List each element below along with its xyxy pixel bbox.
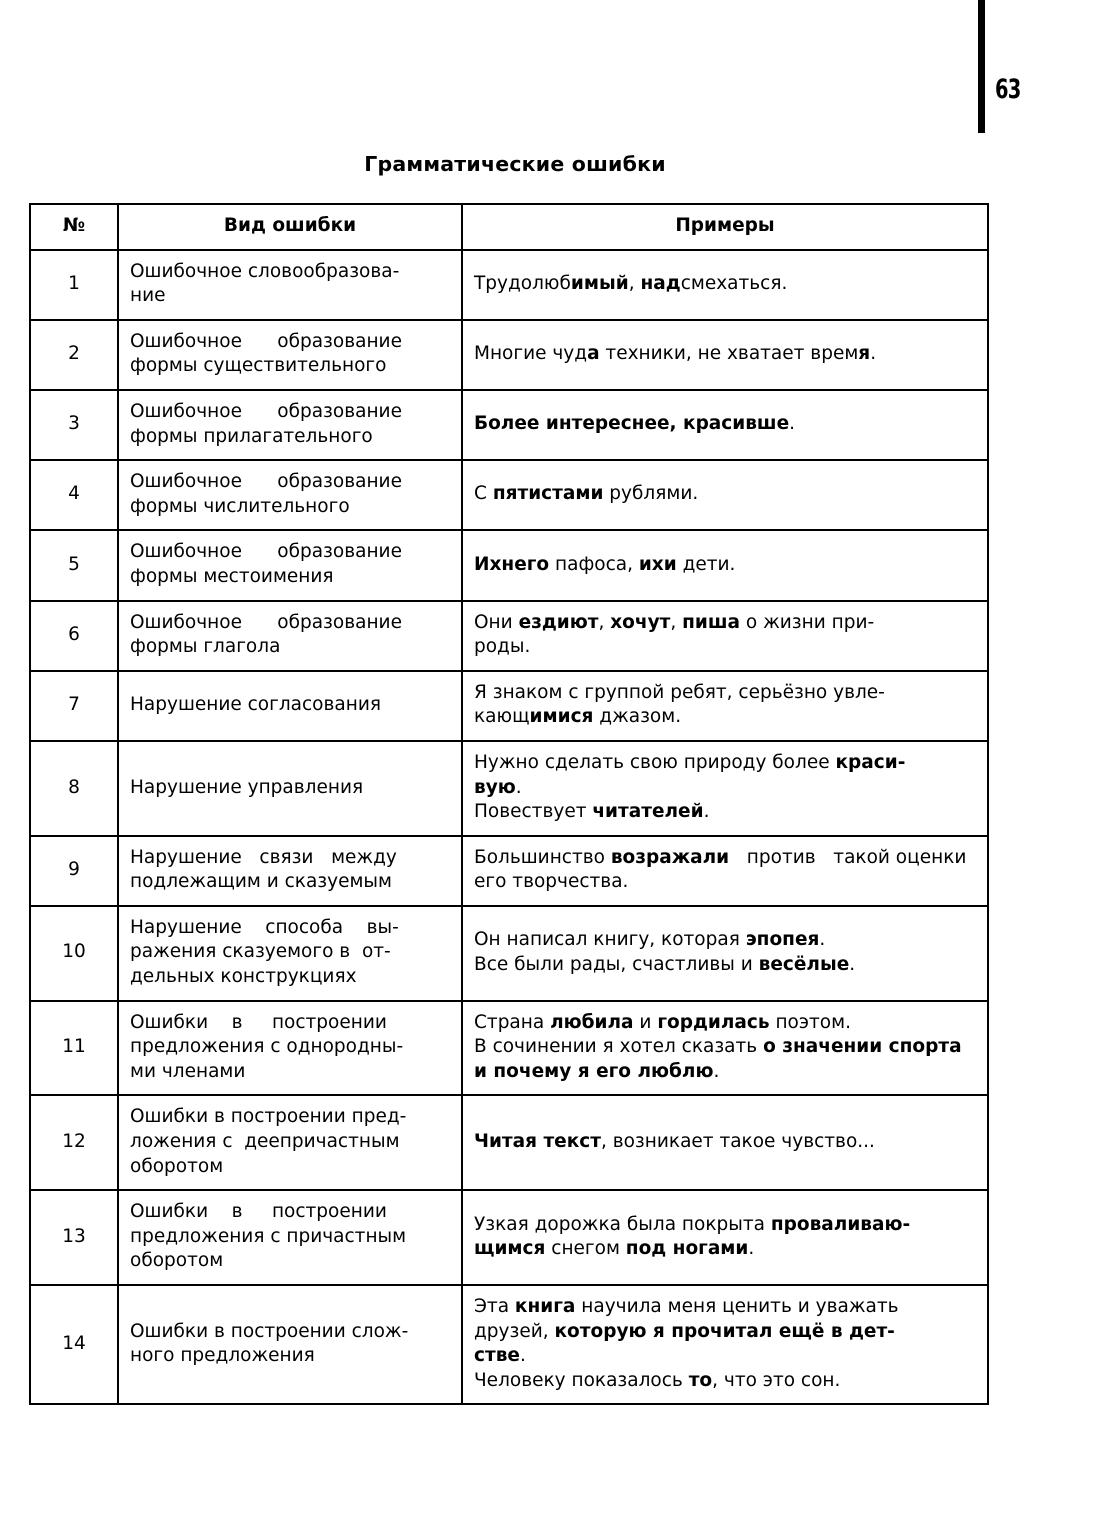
- error-kind-cell: Нарушение связи между подлежащим и сказуемым: [118, 836, 462, 906]
- row-number: 9: [30, 836, 118, 906]
- table-row: [30, 1190, 988, 1285]
- error-kind-cell: Ошибочное словообразова- ние: [118, 250, 462, 320]
- error-kind-cell: Ошибочное образование формы глагола: [118, 601, 462, 671]
- row-number: 13: [30, 1190, 118, 1285]
- row-number: 10: [30, 906, 118, 1001]
- table-body: [30, 250, 988, 1405]
- error-example-cell: С пятистами рублями.: [462, 460, 988, 530]
- error-kind-cell: Ошибки в построении пред- ложения с деепричастным оборотом: [118, 1095, 462, 1190]
- column-header-examples: Примеры: [462, 204, 988, 250]
- error-kind-cell: Ошибочное образование формы существительного: [118, 320, 462, 390]
- page-number: 63: [995, 74, 1021, 105]
- error-example-cell: Большинство возражали против такой оценки его творчества.: [462, 836, 988, 906]
- error-example-cell: Более интереснее, красивше.: [462, 390, 988, 460]
- table-row: [30, 320, 988, 390]
- table-row: [30, 1095, 988, 1190]
- table-row: [30, 601, 988, 671]
- table-row: [30, 530, 988, 600]
- row-number: 5: [30, 530, 118, 600]
- row-number: 2: [30, 320, 118, 390]
- error-kind-cell: Нарушение способа вы- ражения сказуемого в от- дельных конструкциях: [118, 906, 462, 1001]
- page-edge-marker: [978, 0, 985, 133]
- error-kind-cell: Ошибочное образование формы местоимения: [118, 530, 462, 600]
- error-example-cell: Читая текст, возникает такое чувство...: [462, 1095, 988, 1190]
- error-kind-cell: Ошибки в построении предложения с причастным оборотом: [118, 1190, 462, 1285]
- error-example-cell: Эта книга научила меня ценить и уважать друзей, которую я прочитал ещё в дет- стве. Человеку показалось то, что это сон.: [462, 1285, 988, 1404]
- error-example-cell: Многие чуда техники, не хватает время.: [462, 320, 988, 390]
- row-number: 6: [30, 601, 118, 671]
- table-header-row: [30, 204, 988, 250]
- error-kind-cell: Нарушение управления: [118, 741, 462, 836]
- table-row: [30, 671, 988, 741]
- error-example-cell: Трудолюбимый, надсмехаться.: [462, 250, 988, 320]
- table-row: [30, 1285, 988, 1404]
- table-row: [30, 460, 988, 530]
- table-row: [30, 250, 988, 320]
- row-number: 3: [30, 390, 118, 460]
- column-header-kind: Вид ошибки: [118, 204, 462, 250]
- table-row: [30, 1001, 988, 1096]
- page-title: Грамматические ошибки: [364, 152, 666, 176]
- error-example-cell: Они ездиют, хочут, пиша о жизни при- роды.: [462, 601, 988, 671]
- row-number: 8: [30, 741, 118, 836]
- error-kind-cell: Ошибочное образование формы числительного: [118, 460, 462, 530]
- table-row: [30, 836, 988, 906]
- table-row: [30, 906, 988, 1001]
- error-example-cell: Узкая дорожка была покрыта проваливаю- щимся снегом под ногами.: [462, 1190, 988, 1285]
- error-example-cell: Нужно сделать свою природу более краси- вую. Повествует читателей.: [462, 741, 988, 836]
- error-kind-cell: Ошибочное образование формы прилагательного: [118, 390, 462, 460]
- error-kind-cell: Нарушение согласования: [118, 671, 462, 741]
- row-number: 1: [30, 250, 118, 320]
- error-example-cell: Ихнего пафоса, ихи дети.: [462, 530, 988, 600]
- error-kind-cell: Ошибки в построении слож- ного предложения: [118, 1285, 462, 1404]
- row-number: 11: [30, 1001, 118, 1096]
- row-number: 7: [30, 671, 118, 741]
- column-header-number: №: [30, 204, 118, 250]
- error-example-cell: Я знаком с группой ребят, серьёзно увле- кающимися джазом.: [462, 671, 988, 741]
- row-number: 14: [30, 1285, 118, 1404]
- row-number: 4: [30, 460, 118, 530]
- error-example-cell: Он написал книгу, которая эпопея. Все были рады, счастливы и весёлые.: [462, 906, 988, 1001]
- table-row: [30, 741, 988, 836]
- error-kind-cell: Ошибки в построении предложения с однородны- ми членами: [118, 1001, 462, 1096]
- table-row: [30, 390, 988, 460]
- row-number: 12: [30, 1095, 118, 1190]
- grammar-errors-table: [29, 203, 989, 1405]
- error-example-cell: Страна любила и гордилась поэтом. В сочинении я хотел сказать о значении спорта и почему я его люблю.: [462, 1001, 988, 1096]
